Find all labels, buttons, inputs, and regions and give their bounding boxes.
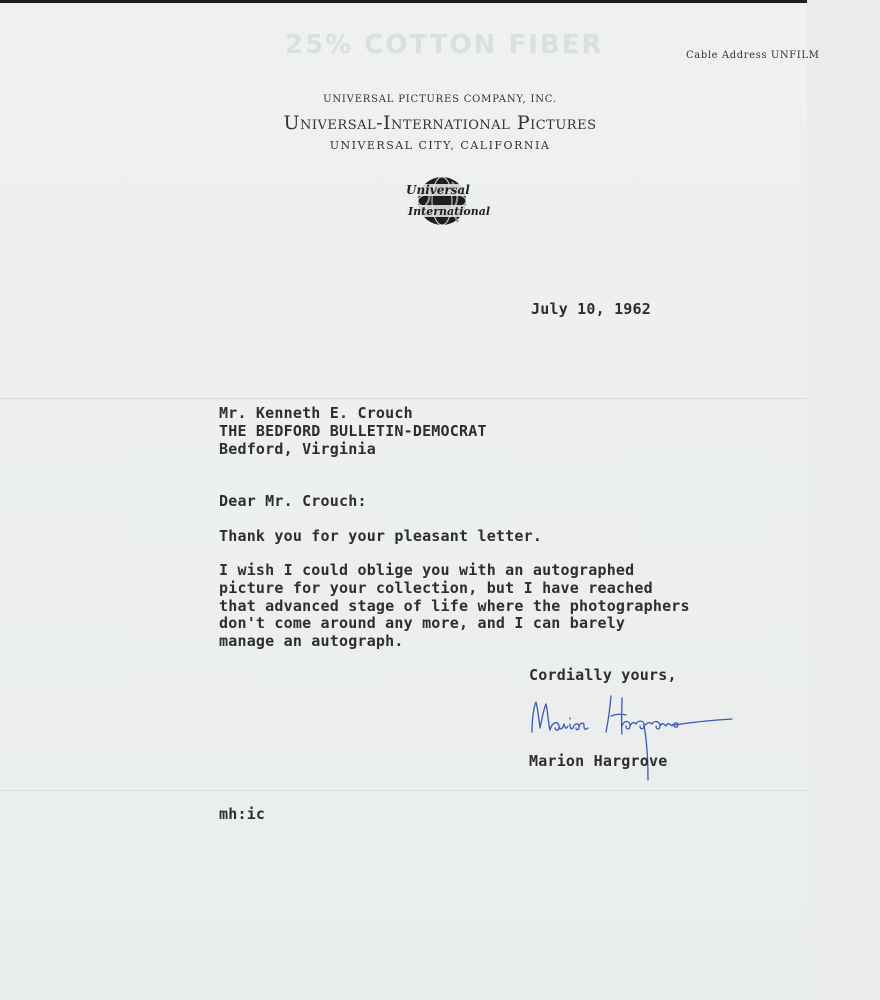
fold-crease-upper: [0, 398, 807, 400]
cable-address: Cable Address UNFILM: [686, 50, 820, 61]
universal-globe-logo-icon: [402, 172, 491, 230]
paragraph-2-line: I wish I could oblige you with an autographed: [219, 561, 635, 579]
recipient-organization: THE BEDFORD BULLETIN-DEMOCRAT: [219, 422, 487, 440]
signer-name: Marion Hargrove: [529, 752, 668, 770]
company-city: UNIVERSAL CITY, CALIFORNIA: [329, 139, 551, 152]
company-name-small: UNIVERSAL PICTURES COMPANY, INC.: [323, 94, 557, 105]
recipient-name: Mr. Kenneth E. Crouch: [219, 404, 413, 422]
paragraph-2-line: that advanced stage of life where the photographers: [219, 597, 690, 615]
handwritten-signature: [526, 688, 736, 788]
paragraph-2-line: picture for your collection, but I have reached: [219, 579, 653, 597]
logo-text-top: Universal: [406, 183, 470, 197]
typist-initials: mh:ic: [219, 805, 266, 823]
company-name-main: Universal-International Pictures: [283, 112, 597, 134]
salutation: Dear Mr. Crouch:: [219, 492, 367, 510]
recipient-location: Bedford, Virginia: [219, 440, 376, 458]
letter-date: July 10, 1962: [531, 300, 651, 318]
scan-top-edge: [0, 0, 807, 3]
paragraph-2-line: don't come around any more, and I can barely: [219, 614, 626, 632]
paper-watermark: 25% COTTON FIBER: [285, 30, 604, 60]
logo-text-bottom: International: [408, 205, 491, 218]
fold-crease-lower: [0, 790, 807, 792]
paragraph-2-line: manage an autograph.: [219, 632, 404, 650]
paragraph-1: Thank you for your pleasant letter.: [219, 527, 543, 545]
closing: Cordially yours,: [529, 666, 677, 684]
